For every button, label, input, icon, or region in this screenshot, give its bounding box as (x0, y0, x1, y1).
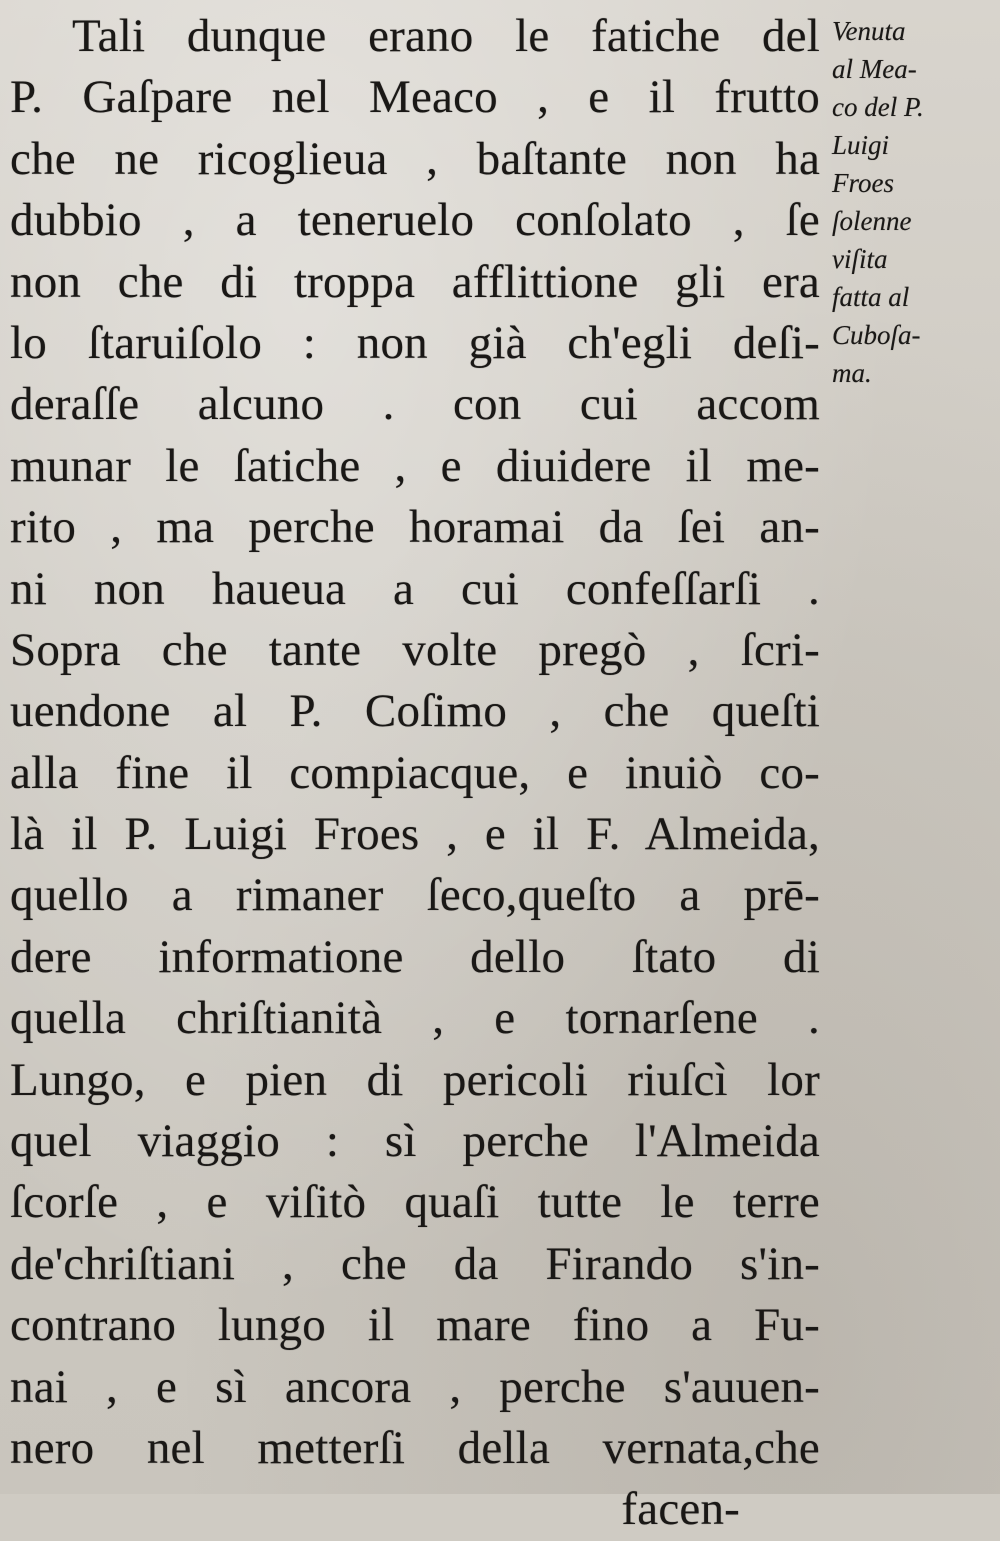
body-line: quel viaggio : sì perche l'Almeida (10, 1115, 820, 1168)
marginal-note-line: al Mea- (832, 54, 917, 84)
marginal-note-line: Luigi (832, 130, 890, 160)
body-line: là il P. Luigi Froes , e il F. Almeida, (10, 808, 820, 861)
marginal-note-line: co del P. (832, 92, 924, 122)
body-line: Tali dunque erano le fatiche del (72, 10, 820, 62)
body-line: quella chriſtianità , e tornarſene . (10, 992, 820, 1045)
marginal-note-line: Venuta (832, 16, 906, 46)
body-line: P. Gaſpare nel Meaco , e il frutto (10, 71, 820, 124)
marginal-note-line: Froes (832, 168, 894, 198)
marginal-note-line: fatta al (832, 282, 910, 312)
body-line: Lungo, e pien di pericoli riuſcì lor (10, 1053, 820, 1106)
body-line: che ne ricoglieua , baſtante non ha (10, 132, 820, 185)
marginal-note-line: ſolenne (832, 206, 912, 236)
body-line: de'chriſtiani , che da Firando s'in- (10, 1237, 820, 1290)
body-line: munar le ſatiche , e diuidere il me- (10, 439, 820, 492)
catchword: facen- (621, 1483, 740, 1536)
body-line: dere informatione dello ſtato di (10, 930, 820, 983)
marginal-note-line: viſita (832, 244, 888, 274)
body-line: dubbio , a teneruelo conſolato , ſe (10, 194, 820, 247)
marginal-note-line: ma. (832, 358, 872, 388)
marginal-note-line: Cuboſa- (832, 320, 921, 350)
body-line: non che di troppa afflittione gli era (10, 255, 820, 308)
body-line: lo ſtaruiſolo : non già ch'egli deſi- (10, 316, 820, 369)
body-line: alla fine il compiacque, e inuiò co- (10, 746, 820, 799)
marginal-note (832, 12, 997, 392)
body-line: ni non haueua a cui confeſſarſi . (10, 562, 820, 615)
body-line: deraſſe alcuno . con cui accom (10, 378, 820, 431)
body-line: ſcorſe , e viſitò quaſi tutte le terre (10, 1176, 820, 1229)
body-line: uendone al P. Coſimo , che queſti (10, 685, 820, 738)
body-line: Sopra che tante volte pregò , ſcri- (10, 623, 820, 676)
body-line: quello a rimaner ſeco,queſto a prē- (10, 869, 820, 922)
main-text-column (10, 6, 820, 1541)
body-line: nai , e sì ancora , perche s'auuen- (10, 1360, 820, 1413)
body-line: nero nel metterſi della vernata,che (10, 1421, 820, 1474)
body-line: rito , ma perche horamai da ſei an- (10, 501, 820, 554)
body-line: contrano lungo il mare fino a Fu- (10, 1299, 820, 1352)
